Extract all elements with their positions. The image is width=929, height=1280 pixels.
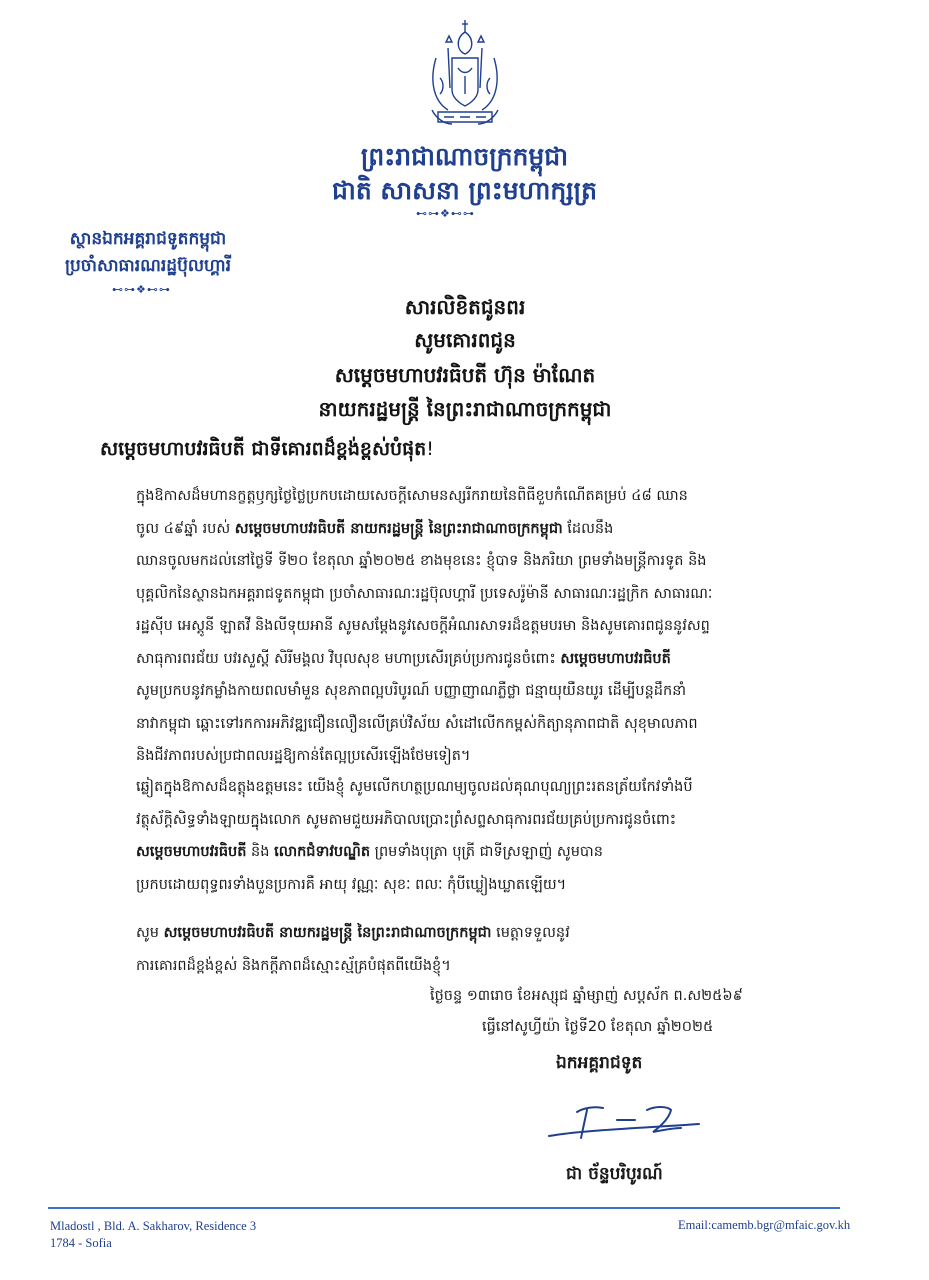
paragraph-line: សូម សម្តេចមហាបវរធិបតី នាយករដ្ឋមន្ត្រី នៃព្រះរាជាណាចក្រកម្ពុជា មេត្តាទទួលនូវ: [136, 925, 570, 941]
header-ornament: ⊷⊶❖⊷⊶: [416, 207, 475, 220]
salutation: [100, 437, 434, 465]
bold-name: សម្តេចមហាបវរធិបតី: [136, 844, 247, 860]
footer-email: Email:camemb.bgr@mfaic.gov.kh: [678, 1218, 851, 1232]
paragraph-line: សម្តេចមហាបវរធិបតី និង លោកជំទាវបណ្ឌិត ព្រមទាំងបុត្រា បុត្រី ជាទីស្រឡាញ់ សូមបាន: [136, 844, 603, 860]
body-paragraph-3: [100, 917, 834, 982]
paragraph-line: សាធុការពរជ័យ បវរសួស្តី សិរីមង្គល វិបុលសុខ មហាប្រសើរគ្រប់ប្រការជូនចំពោះ សម្តេចមហាបវរធិបតី: [136, 650, 671, 667]
royal-emblem-icon: [418, 18, 512, 130]
paragraph-line: នាវាកម្ពុជា ឆ្ពោះទៅរកការអភិវឌ្ឍជឿនលឿនលើគ្រប់វិស័យ សំដៅលើកកម្ពស់កិត្យានុភាពជាតិ សុខុមាលភាព: [136, 715, 698, 732]
signer-title: ឯកអគ្គរាជទូត: [556, 1053, 643, 1073]
date-lunar: ថ្ងៃចន្ទ ១៣រោច ខែអស្សុជ ឆ្នាំម្សាញ់ សប្តស័ក ព.ស២៥៦៩: [430, 988, 743, 1004]
addressee-intro: សូមគោរពជូន: [414, 328, 516, 352]
paragraph-line: ប្រកបដោយពុទ្ធពរទាំងបួនប្រការគឺ អាយុ វណ្ណៈ សុខៈ ពលៈ កុំបីឃ្លៀងឃ្លាតឡើយ។: [136, 876, 567, 893]
paragraph-line: ឆ្លៀតក្នុងឱកាសដ៏ឧត្តុងឧត្តមនេះ យើងខ្ញុំ សូមលើកហត្ថប្រណម្យចូលដល់គុណបុណ្យព្រះរតនត្រ័យកែវទាំងបី: [136, 779, 693, 795]
paragraph-line: ឈានចូលមកដល់នៅថ្ងៃទី ទី២០ ខែតុលា ឆ្នាំ២០២៥ ខាងមុខនេះ ខ្ញុំបាទ និងភរិយា ព្រមទាំងមន្ត្រីការទូត និង: [136, 553, 707, 569]
paragraph-line: សូមប្រកបនូវកម្លាំងកាយពលមាំមួន សុខភាពល្អបរិបូរណ៍ បញ្ញាញាណភ្លឺថ្លា ជន្មាយុយឺនយូរ ដើម្បីបន្តដឹកនាំ: [136, 683, 687, 699]
paragraph-line: រដ្ឋស៊ីប អេស្តូនី ឡាតវី និងលីទុយអានី សូមសម្តែងនូវសេចក្តីអំណរសាទរដ៏ឧត្តមបរមា និងសូមគោរពជូននូវសព្ទ: [136, 618, 710, 634]
footer-address: [50, 1218, 256, 1252]
paragraph-line: ការគោរពដ៏ខ្ពង់ខ្ពស់ និងកក្តីភាពដ៏ស្មោះស្ម័គ្របំផុតពីយើងខ្ញុំ។: [136, 957, 451, 974]
addressee-position: នាយករដ្ឋមន្ត្រី នៃព្រះរាជាណាចក្រកម្ពុជា: [318, 397, 612, 421]
handwritten-signature: [543, 1098, 703, 1148]
sender-embassy-line1: ស្ថានឯកអគ្គរាជទូតកម្ពុជា: [69, 229, 227, 249]
footer-divider: [48, 1207, 840, 1209]
bold-name: សម្តេចមហាបវរធិបតី នាយករដ្ឋមន្ត្រី នៃព្រះរាជាណាចក្រកម្ពុជា: [163, 925, 492, 941]
signer-name: ជា ច័ន្ទបរិបូរណ៍: [566, 1164, 663, 1184]
paragraph-line: និងជីវភាពរបស់ប្រជាពលរដ្ឋឱ្យកាន់តែល្អប្រសើរឡើងថែមទៀត។: [136, 748, 471, 764]
kingdom-title: ព្រះរាជាណាចក្រកម្ពុជា: [360, 142, 569, 171]
bold-name: សម្តេចមហាបវរធិបតី: [560, 650, 671, 667]
paragraph-line: បុគ្គលិកនៃស្ថានឯកអគ្គរាជទូតកម្ពុជា ប្រចាំសាធារណៈរដ្ឋប៊ុលហ្គារី ប្រទេសរ៉ូម៉ានី សាធារណៈរដ្ឋក្រិក សាធារណៈ: [136, 585, 713, 602]
salutation-mark: !: [426, 438, 434, 460]
sender-embassy-line2: ប្រចាំសាធារណរដ្ឋប៊ុលហ្គារី: [64, 256, 232, 276]
paragraph-line: វត្ថុស័ក្តិសិទ្ធទាំងឡាយក្នុងលោក សូមតាមជួយអភិបាលប្រោះព្រំសព្ទសាធុការពរជ័យគ្រប់ប្រការជូនចំពោះ: [136, 811, 677, 828]
sender-ornament: ⊷⊶❖⊷⊶: [112, 283, 171, 296]
bold-name: លោកជំទាវបណ្ឌិត: [274, 844, 371, 860]
addressee-name: សម្តេចមហាបវរធិបតី ហ៊ុន ម៉ាណែត: [334, 363, 596, 387]
bold-name: សម្តេចមហាបវរធិបតី នាយករដ្ឋមន្ត្រី នៃព្រះរាជាណាចក្រកម្ពុជា: [234, 520, 563, 537]
body-paragraph-2: [100, 771, 834, 901]
paragraph-line: ចូល ៤៩ឆ្នាំ របស់ សម្តេចមហាបវរធិបតី នាយករដ្ឋមន្ត្រី នៃព្រះរាជាណាចក្រកម្ពុជា ដែលនឹង: [136, 520, 614, 537]
paragraph-line: ក្នុងឱកាសដ៏មហានក្ខត្តឫក្សថ្ងៃថ្លៃប្រកបដោយសេចក្តីសោមនស្សរីករាយនៃពិធីខួបកំណើតគម្រប់ ៤៨ ឈាន: [136, 488, 688, 504]
body-paragraph-1: [100, 480, 834, 773]
address-line: Mladostl , Bld. A. Sakharov, Residence 3: [50, 1219, 257, 1233]
date-solar: ធ្វើនៅសូហ្វីយ៉ា ថ្ងៃទី20 ខែតុលា ឆ្នាំ២០២៥: [482, 1019, 714, 1035]
salutation-text: សម្តេចមហាបវរធិបតី ជាទីគោរពដ៏ខ្ពង់ខ្ពស់បំផុត: [100, 438, 427, 460]
national-motto: ជាតិ សាសនា ព្រះមហាក្សត្រ: [332, 176, 597, 205]
letter-title: សារលិខិតជូនពរ: [404, 295, 526, 319]
address-line: 1784 - Sofia: [50, 1236, 112, 1250]
